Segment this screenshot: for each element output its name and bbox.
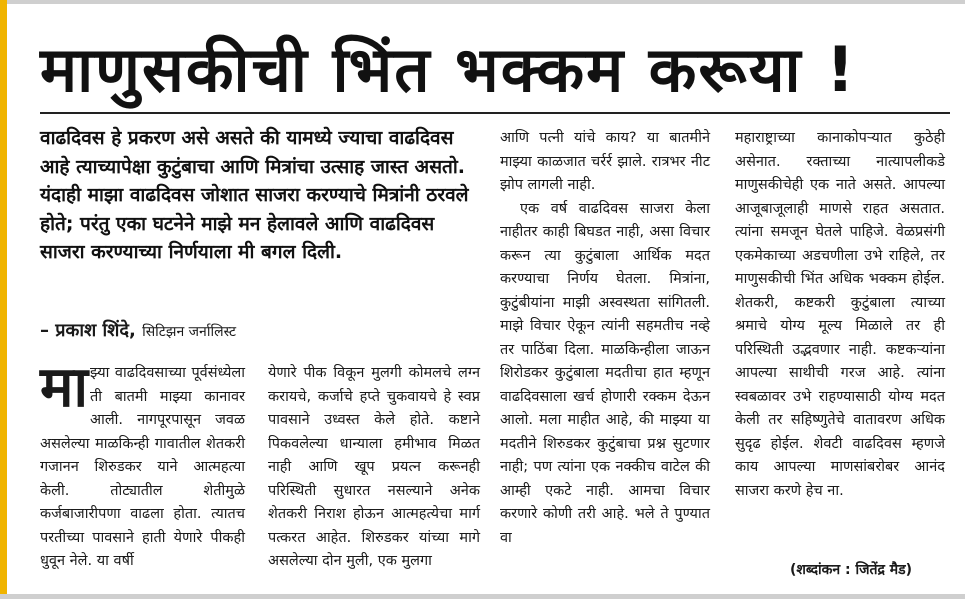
column-3-paragraph-1: आणि पत्नी यांचे काय? या बातमीने माझ्या काळजात चर्रर्र झाले. रात्रभर नीट झोप लागली नाही. [500, 130, 710, 193]
accent-bar [0, 0, 7, 599]
article-intro: वाढदिवस हे प्रकरण असे असते की यामध्ये ज्याचा वाढदिवस आहे त्याच्यापेक्षा कुटुंबाचा आणि मित्रांचा उत्साह जास्त असतो. यंदाही माझा वाढदिवस जोशात साजरा करण्याचे मित्रांनी ठरवले होते; परंतु एका घटनेने माझे मन हेलावले आणि वाढदिवस साजरा करण्याच्या निर्णयाला मी बगल दिली. [40, 127, 469, 263]
drop-cap: मा [40, 355, 88, 420]
column-2-text: येणारे पीक विकून मुलगी कोमलचे लग्न करायचे, कर्जाचे हप्ते चुकवायचे हे स्वप्न पावसाने उध्वस्त केले होते. कष्टाने पिकवलेल्या धान्याला हमीभाव मिळत नाही आणि खूप प्रयत्न करूनही परिस्थिती सुधारत नसल्याने अनेक शेतकरी निराश होऊन आत्महत्येचा मार्ग पत्करत आहेत. शिरुडकर यांच्या मागे असलेल्या दोन मुली, एक मुलगा [268, 365, 480, 569]
body-column-1 [40, 355, 245, 574]
top-border [0, 0, 965, 4]
author-role: सिटिझन जर्नालिस्ट [142, 324, 237, 340]
author-name: – प्रकाश शिंदे, [40, 320, 136, 341]
byline [40, 318, 480, 342]
bottom-border [0, 594, 965, 599]
editor-credit: (शब्दांकन : जितेंद्र मैड) [790, 562, 913, 578]
headline-rule [40, 112, 950, 114]
column-3-paragraph-2: एक वर्ष वाढदिवस साजरा केला नाहीतर काही बिघडत नाही, असा विचार करून त्या कुटुंबाला आर्थिक मदत करण्याचा निर्णय घेतला. मित्रांना, कुटुंबीयांना माझी अस्वस्थता सांगितली. माझे विचार ऐकून त्यांनी सहमतीच नव्हे तर पाठिंबा दिला. माळकिन्हीला जाऊन शिरोडकर कुटुंबाला मदतीचा हात म्हणून वाढदिवसाला खर्च होणारी रक्कम देऊन आलो. मला माहीत आहे, की माझ्या या मदतीने शिरुडकर कुटुंबाचा प्रश्न सुटणार नाही; पण त्यांना एक नक्कीच वाटेल की आम्ही एकटे नाही. आमचा विचार करणारे कोणी तरी आहे. भले ते पुण्यात वा [500, 200, 710, 546]
article-headline: माणुसकीची भिंत भक्कम करूया ! [40, 33, 857, 106]
column-1-text: झ्या वाढदिवसाच्या पूर्वसंध्येला ती बातमी माझ्या कानावर आली. नागपूरपासून जवळ असलेल्या माळकिन्ही गावातील शेतकरी गजानन शिरुडकर याने आत्महत्या केली. तोट्यातील शेतीमुळे कर्जबाजारीपणा वाढला होता. त्यातच परतीच्या पावसाने हाती येणारे पीकही धुवून नेले. या वर्षी [40, 365, 245, 569]
body-column-2 [268, 362, 480, 574]
body-column-3 [500, 127, 710, 550]
body-column-4 [735, 127, 945, 503]
column-4-text: महाराष्ट्राच्या कानाकोपऱ्यात कुठेही असेनात. रक्ताच्या नात्यापलीकडे माणुसकीचेही एक नाते असते. आपल्या आजूबाजूलाही माणसे राहत असतात. त्यांना समजून घेतले पाहिजे. वेळप्रसंगी एकमेकाच्या अडचणीला उभे राहिले, तर माणुसकीची भिंत अधिक भक्कम होईल. शेतकरी, कष्टकरी कुटुंबाला त्याच्या श्रमाचे योग्य मूल्य मिळाले तर ही परिस्थिती उद्भवणार नाही. कष्टकऱ्यांना आपल्या साथीची गरज आहे. त्यांना स्वबळावर उभे राहण्यासाठी योग्य मदत केली तर सहिष्णुतेचे वातावरण अधिक सुदृढ होईल. शेवटी वाढदिवस म्हणजे काय आपल्या माणसांबरोबर आनंद साजरा करणे हेच ना. [735, 130, 945, 499]
